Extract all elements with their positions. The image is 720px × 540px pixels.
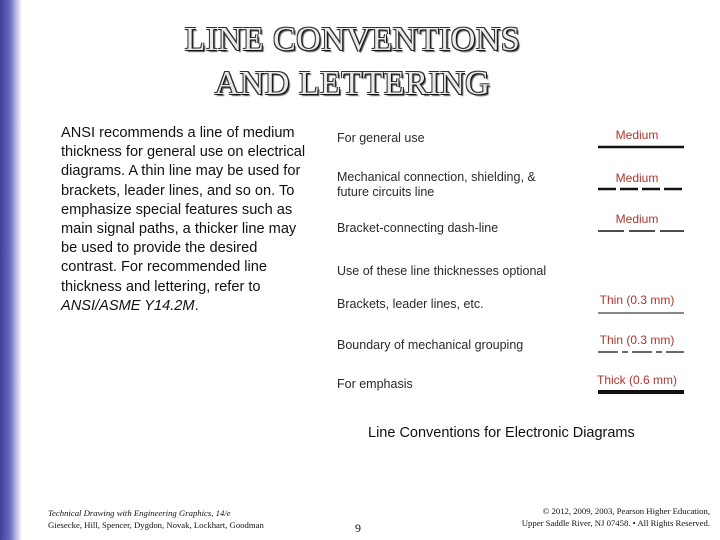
row-weight-label: Medium bbox=[615, 171, 659, 185]
footer-book-info bbox=[48, 507, 288, 531]
thick-solid-line bbox=[598, 388, 684, 396]
row-description: Brackets, leader lines, etc. bbox=[337, 297, 484, 311]
row-weight-label: Thin (0.3 mm) bbox=[599, 293, 675, 307]
title-line-1: LINE CONVENTIONS bbox=[184, 21, 521, 58]
figure-row bbox=[330, 294, 700, 328]
row-description: For emphasis bbox=[337, 377, 413, 391]
body-end: . bbox=[194, 297, 199, 314]
body-paragraph bbox=[61, 124, 311, 316]
row-description: Use of these line thicknesses optional bbox=[337, 264, 547, 278]
line-conventions-figure bbox=[330, 118, 700, 398]
copyright-line-2: Upper Saddle River, NJ 07458. • All Rights Reserved. bbox=[521, 518, 710, 528]
copyright-line-1: © 2012, 2009, 2003, Pearson Higher Education, bbox=[542, 506, 710, 516]
figure-row bbox=[330, 128, 700, 162]
slide-sidebar-accent bbox=[0, 0, 22, 540]
figure-row bbox=[330, 331, 700, 365]
figure-row bbox=[330, 212, 700, 246]
title-line-2: AND LETTERING bbox=[214, 65, 491, 102]
row-description: Boundary of mechanical grouping bbox=[337, 338, 524, 352]
figure-row bbox=[330, 261, 700, 295]
medium-dashed-line bbox=[598, 186, 684, 192]
thin-dash-dot-line bbox=[598, 349, 684, 355]
row-description: Mechanical connection, shielding, & future circuits line bbox=[337, 170, 536, 199]
footer-copyright bbox=[458, 505, 710, 529]
row-weight-label: Medium bbox=[615, 212, 659, 226]
footer-authors: Giesecke, Hill, Spencer, Dygdon, Novak, Lockhart, Goodman bbox=[48, 520, 264, 530]
thin-solid-line bbox=[598, 310, 684, 316]
figure-row bbox=[330, 371, 700, 405]
figure-caption: Line Conventions for Electronic Diagrams bbox=[368, 425, 635, 441]
row-description: For general use bbox=[337, 131, 425, 145]
medium-dashed-thin-line bbox=[598, 228, 684, 234]
body-reference: ANSI/ASME Y14.2M bbox=[61, 297, 195, 314]
row-weight-label: Medium bbox=[615, 128, 659, 142]
medium-solid-line bbox=[598, 144, 684, 150]
figure-row bbox=[330, 170, 700, 204]
page-number: 9 bbox=[355, 521, 361, 535]
row-weight-label: Thin (0.3 mm) bbox=[599, 333, 675, 347]
body-text: ANSI recommends a line of medium thickness for general use on electrical diagrams. A thin line may be used for brackets, leader lines, and so on. To emphasize special features such as main signal paths, a thicker line may be used to provide the desired contrast. For recommended line thickness and lettering, refer to bbox=[61, 125, 306, 295]
row-weight-label: Thick (0.6 mm) bbox=[596, 373, 677, 387]
slide-title bbox=[100, 18, 605, 106]
row-description: Bracket-connecting dash-line bbox=[337, 221, 499, 235]
footer-book-title: Technical Drawing with Engineering Graphics, 14/e bbox=[48, 508, 231, 518]
